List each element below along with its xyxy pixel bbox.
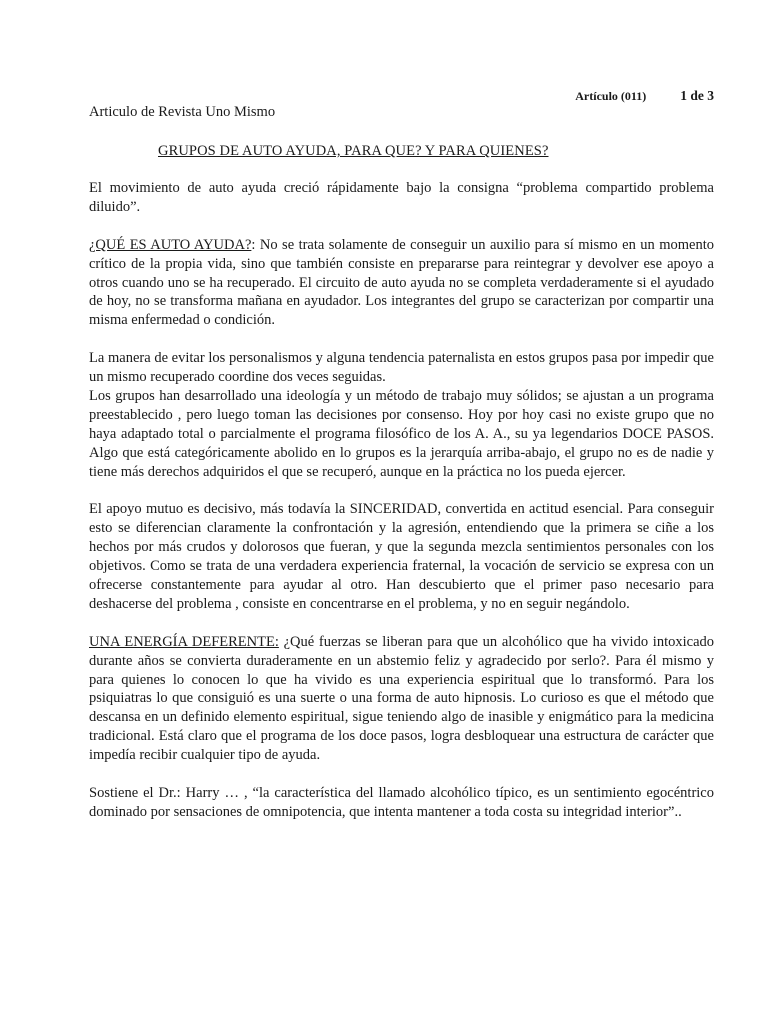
paragraph-4-text-a: Los grupos han desarrollado una ideología y un método de trabajo muy sólidos; se ajustan a un programa preestablecido , pero luego toman las decisiones por consenso. Hoy por hoy casi no existe grupo que no haya adaptado total o parcialmente el programa filosófico de los A. A., su ya legendarios <box>89 387 714 442</box>
paragraph-2 <box>89 236 714 331</box>
paragraph-6-text: ¿Qué fuerzas se liberan para que un alcohólico que ha vivido intoxicado durante años se convierta duraderamente en un abstemio feliz y agradecido por serlo?. Para él mismo y para quienes lo conocen lo que ha vivido es una experiencia espiritual que lo transformó. Para los psiquiatras lo que consiguió es una suerte o una forma de auto hipnosis. Lo curioso es que el método que descansa en un definido elemento espiritual, sigue teniendo algo de inasible y enigmático para la medicina tradicional. Está claro que el programa de los doce pasos, logra desbloquear una estructura de carácter que impedía recibir cualquier tipo de ayuda. <box>89 633 715 764</box>
paragraph-5 <box>89 500 714 613</box>
article-label: Artículo (011) <box>575 89 647 103</box>
paragraph-4 <box>89 387 714 482</box>
paragraph-4-text-b: . Algo que está categóricamente abolido en lo grupos es la jerarquía arriba-abajo, el grupo no es de nadie y tiene más derechos adquiridos el que se recuperó, aunque en la práctica no los pueda ejercer. <box>89 425 715 480</box>
paragraph-1: El movimiento de auto ayuda creció rápidamente bajo la consigna “problema compartido problema diluido”. <box>89 180 714 215</box>
document-body <box>89 179 714 841</box>
paragraph-5-text-b: , convertida en actitud esencial. Para conseguir esto se diferencian claramente la confrontación y la agresión, entendiendo que la primera se ciñe a los hechos por más crudos y dolorosos que fueran, y que la segunda mezcla sentimientos personales con los objetivos. Como se trata de una verdadera experiencia fraternal, la vocación de servicio se expresa con un ofrecerse constantemente para ayudar al otro. Han descubierto que el primer paso necesario para deshacerse del problema , consiste en concentrarse en el problema, y no en seguir negándolo. <box>89 501 714 612</box>
paragraph-5-emphasis: SINCERIDAD <box>349 501 438 518</box>
paragraph-4-emphasis: DOCE PASOS <box>622 425 711 442</box>
paragraph-3: La manera de evitar los personalismos y alguna tendencia paternalista en estos grupos pasa por impedir que un mismo recuperado coordine dos veces seguidas. <box>89 350 714 386</box>
page-header <box>575 88 714 104</box>
paragraph-7: Sostiene el Dr.: Harry … , “la característica del llamado alcohólico típico, es un sentimiento egocéntrico dominado por sensaciones de omnipotencia, que intenta mantener a toda costa su integridad interior”.. <box>89 784 714 820</box>
document-title: GRUPOS DE AUTO AYUDA, PARA QUE? Y PARA QUIENES? <box>158 143 549 159</box>
document-source: Articulo de Revista Uno Mismo <box>89 104 276 120</box>
paragraph-6-heading: UNA ENERGÍA DEFERENTE: <box>89 633 279 650</box>
paragraph-2-heading: ¿QUÉ ES AUTO AYUDA? <box>89 236 252 253</box>
paragraph-2-text: : No se trata solamente de conseguir un auxilio para sí mismo en un momento crítico de la propia vida, sino que también consiste en prepararse para reintegrar y devolver ese apoyo a otros cuando uno se ha recuperado. El circuito de auto ayuda no se completa verdaderamente si el ayudado de hoy, no se transforma mañana en ayudador. Los integrantes del grupo se caracterizan por compartir una misma enfermedad o condición. <box>89 236 714 329</box>
paragraph-6 <box>89 633 714 765</box>
paragraph-5-text-a: El apoyo mutuo es decisivo, más todavía la <box>89 501 350 518</box>
page-number: 1 de 3 <box>680 88 714 103</box>
